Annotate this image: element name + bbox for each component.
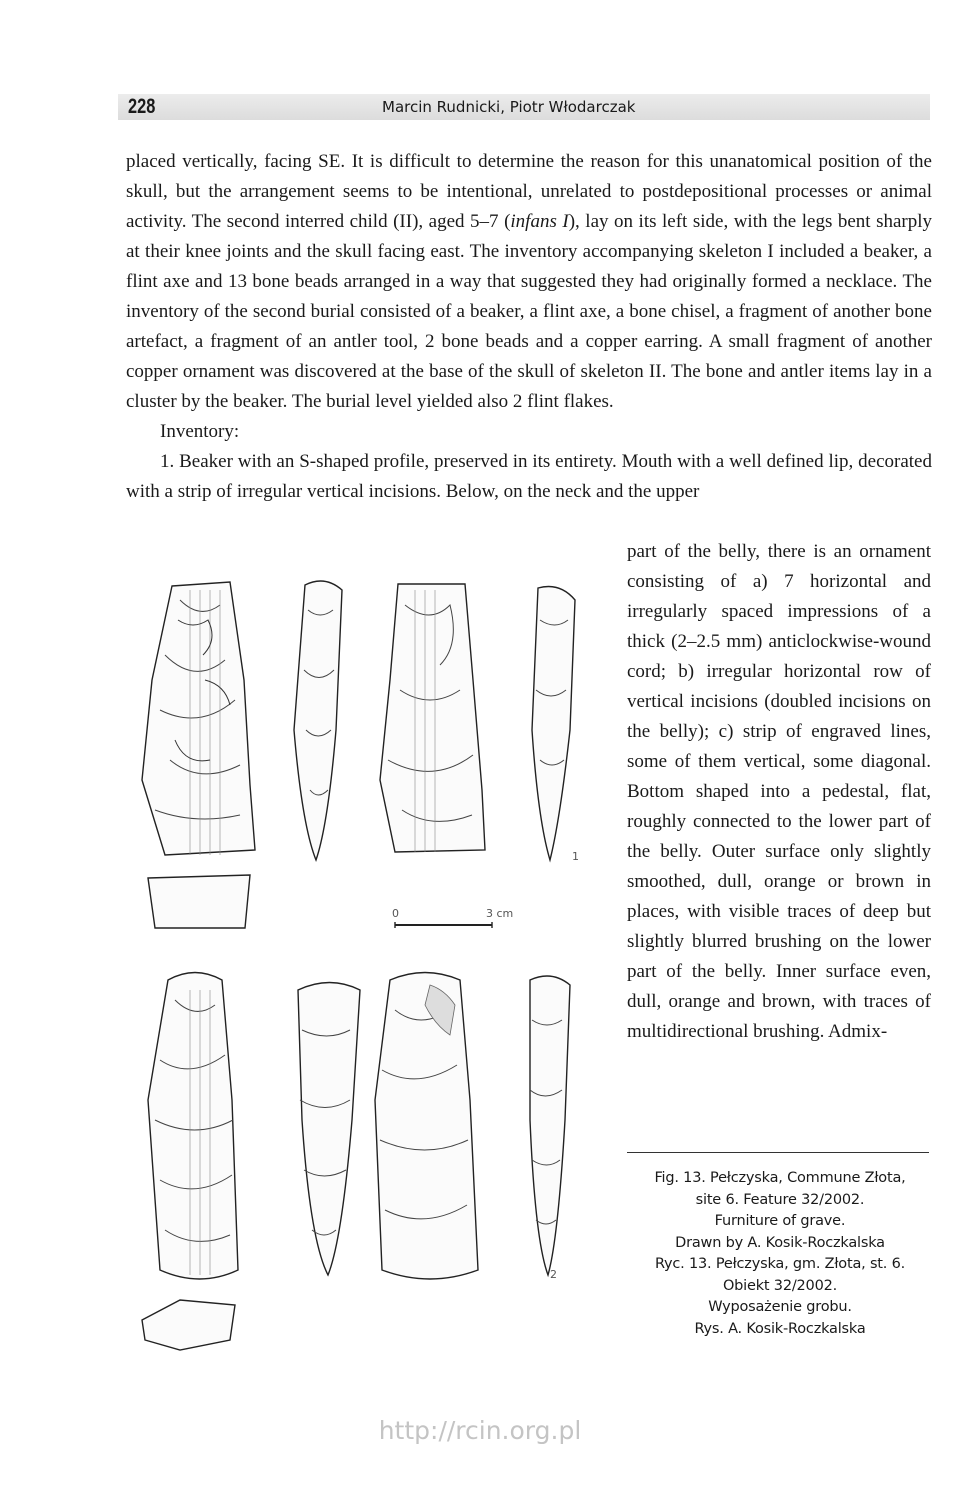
caption-line: site 6. Feature 32/2002.: [695, 1191, 865, 1208]
running-head: Marcin Rudnicki, Piotr Włodarczak: [382, 98, 636, 116]
caption-rule: [627, 1152, 929, 1153]
axe-2-side-view: [298, 983, 360, 1276]
caption-line: Furniture of grave.: [714, 1213, 846, 1229]
axe-1-back-view: [380, 584, 485, 852]
scale-start-label: 0: [392, 907, 399, 920]
flint-axes-drawing: [120, 560, 600, 1360]
axe-1-side-view: [294, 581, 342, 860]
main-text: [126, 147, 932, 507]
paragraph-1-italic: infans I: [510, 211, 569, 232]
caption-line: Wyposażenie grobu.: [708, 1299, 852, 1315]
scale-bar: [392, 907, 513, 928]
figure-label-2: 2: [550, 1268, 557, 1281]
axe-2-front-view: [148, 973, 238, 1280]
axe-2-back-view: [375, 973, 478, 1280]
page-number: 228: [128, 95, 156, 118]
axe-2-cross-section: [142, 1300, 235, 1350]
caption-line: Drawn by A. Kosik-Roczkalska: [675, 1234, 885, 1251]
scale-end-label: 3 cm: [486, 907, 514, 920]
paragraph-1-start: placed vertically, facing SE. It is difficult to determine the reason for this unanatomical position of the skull, but the arrangement seems to be intentional, unrelated to postdepositional processes or animal activity. The second interred child (II), aged 5–7 (: [126, 151, 932, 232]
caption-line: Obiekt 32/2002.: [722, 1277, 838, 1294]
caption-line: Fig. 13. Pełczyska, Commune Złota,: [654, 1170, 906, 1186]
inventory-item-1-continued: part of the belly, there is an ornament consisting of a) 7 horizontal and irregularly spaced impressions of a thick (2–2.5 mm) anticlockwise-wound cord; b) irregular horizontal row of vertical incisions (doubled incisions on the belly); c) strip of engraved lines, some of them vertical, some diagonal. Bottom shaped into a pedestal, flat, roughly connected to the lower part of the belly. Outer surface only slightly smoothed, dull, orange or brown in places, with visible traces of deep but slightly blurred brushing on the lower part of the belly. Inner surface even, dull, orange and brown, with traces of multidirectional brushing. Admix-: [627, 541, 931, 1042]
axe-1-front-view: [142, 582, 255, 855]
figure-label-1: 1: [572, 850, 579, 863]
axe-1-profile-view: [532, 587, 575, 861]
caption-line: Ryc. 13. Pełczyska, gm. Złota, st. 6.: [654, 1256, 906, 1272]
inventory-item-1: 1. Beaker with an S-shaped profile, preserved in its entirety. Mouth with a well defined lip, decorated with a strip of irregular vertical incisions. Below, on the neck and the upper: [126, 451, 932, 502]
axe-1-cross-section: [148, 875, 250, 928]
inventory-heading: Inventory:: [160, 421, 240, 442]
caption-line: Rys. A. Kosik-Roczkalska: [694, 1320, 866, 1337]
figure-caption: [637, 1168, 923, 1340]
footer-url[interactable]: http://rcin.org.pl: [378, 1416, 582, 1445]
axe-2-profile-view: [530, 976, 570, 1275]
paragraph-1-end: ), lay on its left side, with the legs bent sharply at their knee joints and the skull facing east. The inventory accompanying skeleton I included a beaker, a flint axe and 13 bone beads arranged in a way that suggested they had originally formed a necklace. The inventory of the second burial consisted of a beaker, a flint axe, a bone chisel, a fragment of another bone artefact, a fragment of an antler tool, 2 bone beads and a copper earring. A small fragment of another copper ornament was discovered at the base of the skull of skeleton II. The bone and antler items lay in a cluster by the beaker. The burial level yielded also 2 flint flakes.: [126, 211, 933, 412]
paragraph-1: [126, 147, 932, 417]
